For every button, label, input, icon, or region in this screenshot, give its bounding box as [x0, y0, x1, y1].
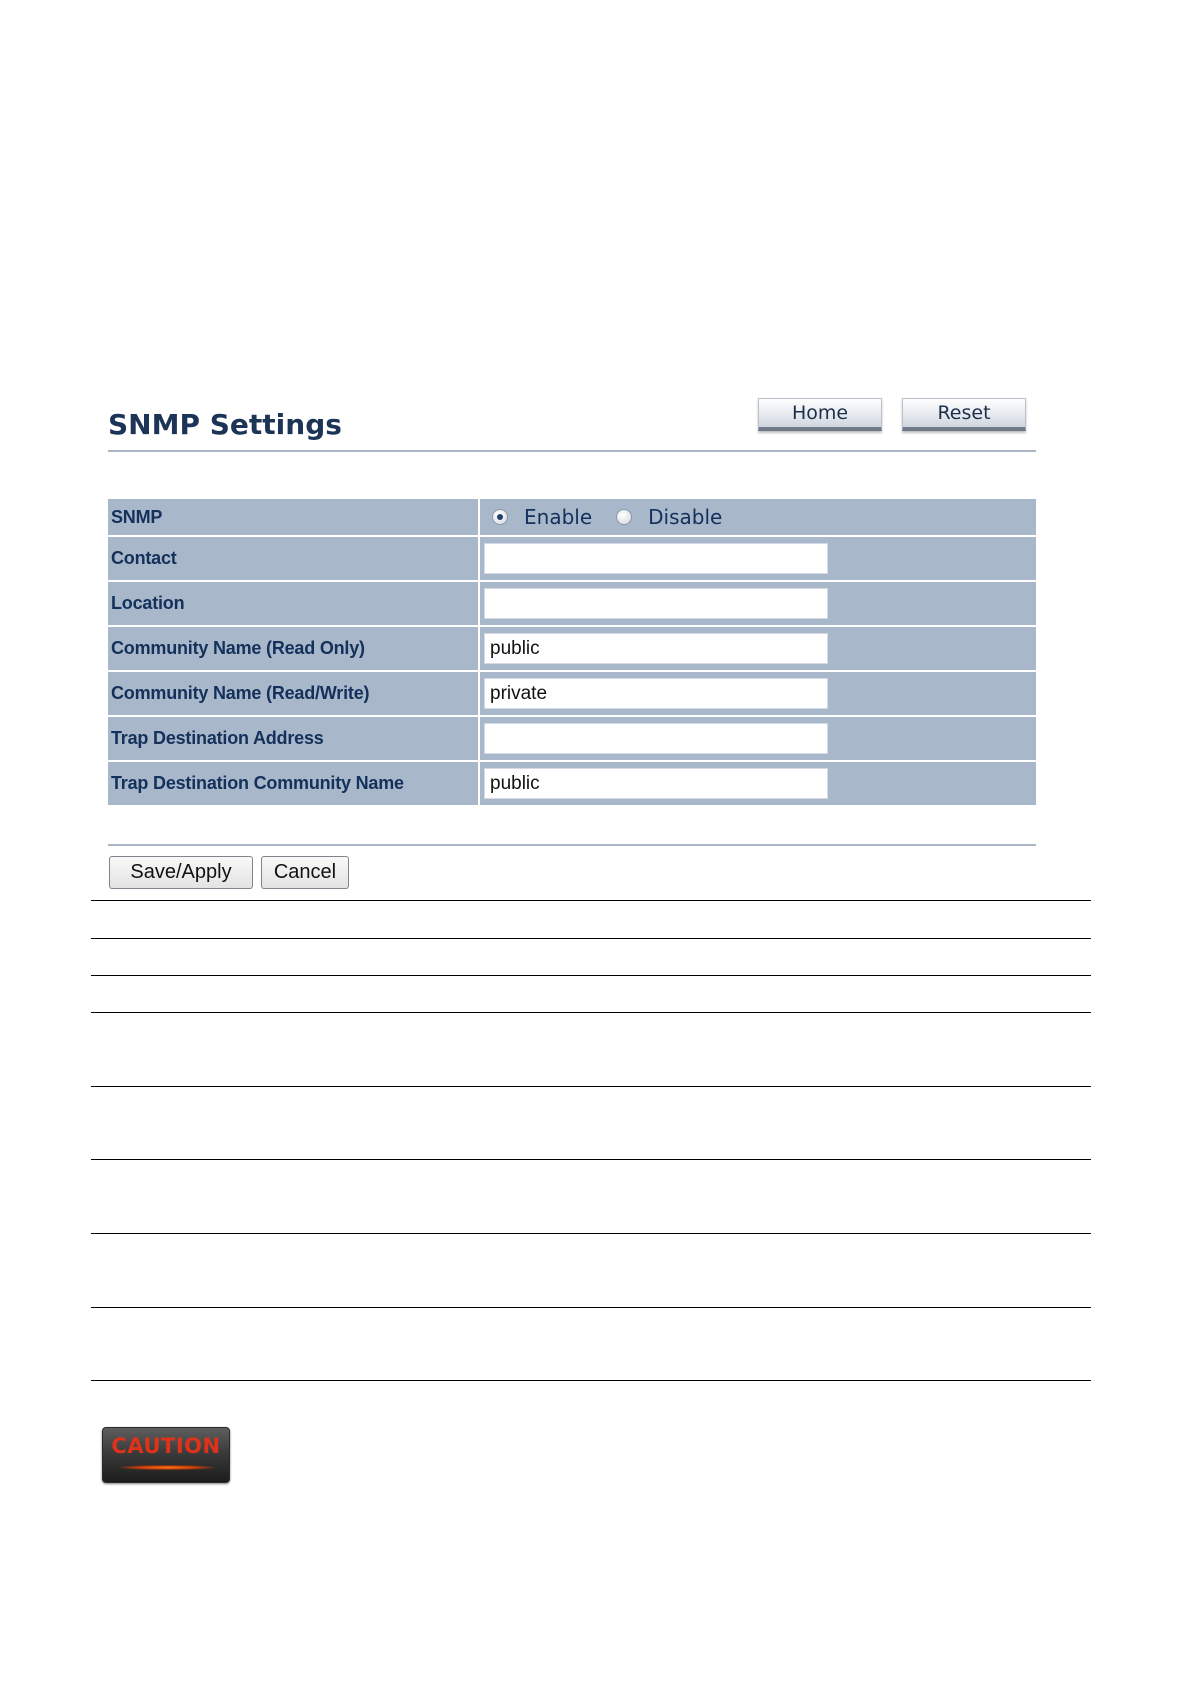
document-table-rule: [91, 1233, 1091, 1234]
cancel-button[interactable]: Cancel: [261, 856, 349, 889]
form-divider: [108, 844, 1036, 846]
document-table-rule: [91, 1159, 1091, 1160]
contact-field[interactable]: [484, 543, 828, 574]
document-table-rule: [91, 1307, 1091, 1308]
settings-row-trap-destination-address: [108, 717, 1036, 760]
snmp-enable-radio[interactable]: [492, 509, 508, 525]
community-read-only-label: Community Name (Read Only): [108, 627, 478, 670]
snmp-label: SNMP: [108, 499, 478, 535]
document-table-rule: [91, 938, 1091, 939]
snmp-radio-group: [484, 505, 746, 529]
document-table-rule: [91, 1380, 1091, 1381]
community-read-write-field[interactable]: private: [484, 678, 828, 709]
document-table-rule: [91, 975, 1091, 976]
snmp-enable-label[interactable]: Enable: [524, 505, 593, 529]
caution-badge: [102, 1427, 230, 1483]
community-read-write-value-cell: [480, 672, 1036, 715]
location-value-cell: [480, 582, 1036, 625]
trap-destination-address-label: Trap Destination Address: [108, 717, 478, 760]
reset-button[interactable]: Reset: [902, 398, 1026, 431]
settings-row-community-read-only: [108, 627, 1036, 670]
page-title: SNMP Settings: [108, 408, 342, 441]
location-label: Location: [108, 582, 478, 625]
title-divider: [108, 450, 1036, 452]
caution-label: CAUTION: [111, 1434, 221, 1458]
location-field[interactable]: [484, 588, 828, 619]
document-table-rule: [91, 1086, 1091, 1087]
settings-row-location: [108, 582, 1036, 625]
trap-destination-community-field[interactable]: public: [484, 768, 828, 799]
community-read-only-value-cell: [480, 627, 1036, 670]
settings-row-snmp: [108, 499, 1036, 535]
contact-value-cell: [480, 537, 1036, 580]
settings-row-contact: [108, 537, 1036, 580]
settings-row-community-read-write: [108, 672, 1036, 715]
settings-row-trap-destination-community: [108, 762, 1036, 805]
save-apply-button[interactable]: Save/Apply: [109, 856, 253, 889]
trap-destination-address-value-cell: [480, 717, 1036, 760]
settings-table: [108, 499, 1036, 807]
trap-destination-community-label: Trap Destination Community Name: [108, 762, 478, 805]
home-button[interactable]: Home: [758, 398, 882, 431]
document-table-rule: [91, 900, 1091, 901]
trap-destination-address-field[interactable]: [484, 723, 828, 754]
caution-glow-bar: [119, 1465, 215, 1470]
document-table-rule: [91, 1012, 1091, 1013]
community-read-only-field[interactable]: public: [484, 633, 828, 664]
snmp-disable-label[interactable]: Disable: [648, 505, 723, 529]
trap-destination-community-value-cell: [480, 762, 1036, 805]
community-read-write-label: Community Name (Read/Write): [108, 672, 478, 715]
contact-label: Contact: [108, 537, 478, 580]
snmp-value-cell: [480, 499, 1036, 535]
snmp-disable-radio[interactable]: [616, 509, 632, 525]
